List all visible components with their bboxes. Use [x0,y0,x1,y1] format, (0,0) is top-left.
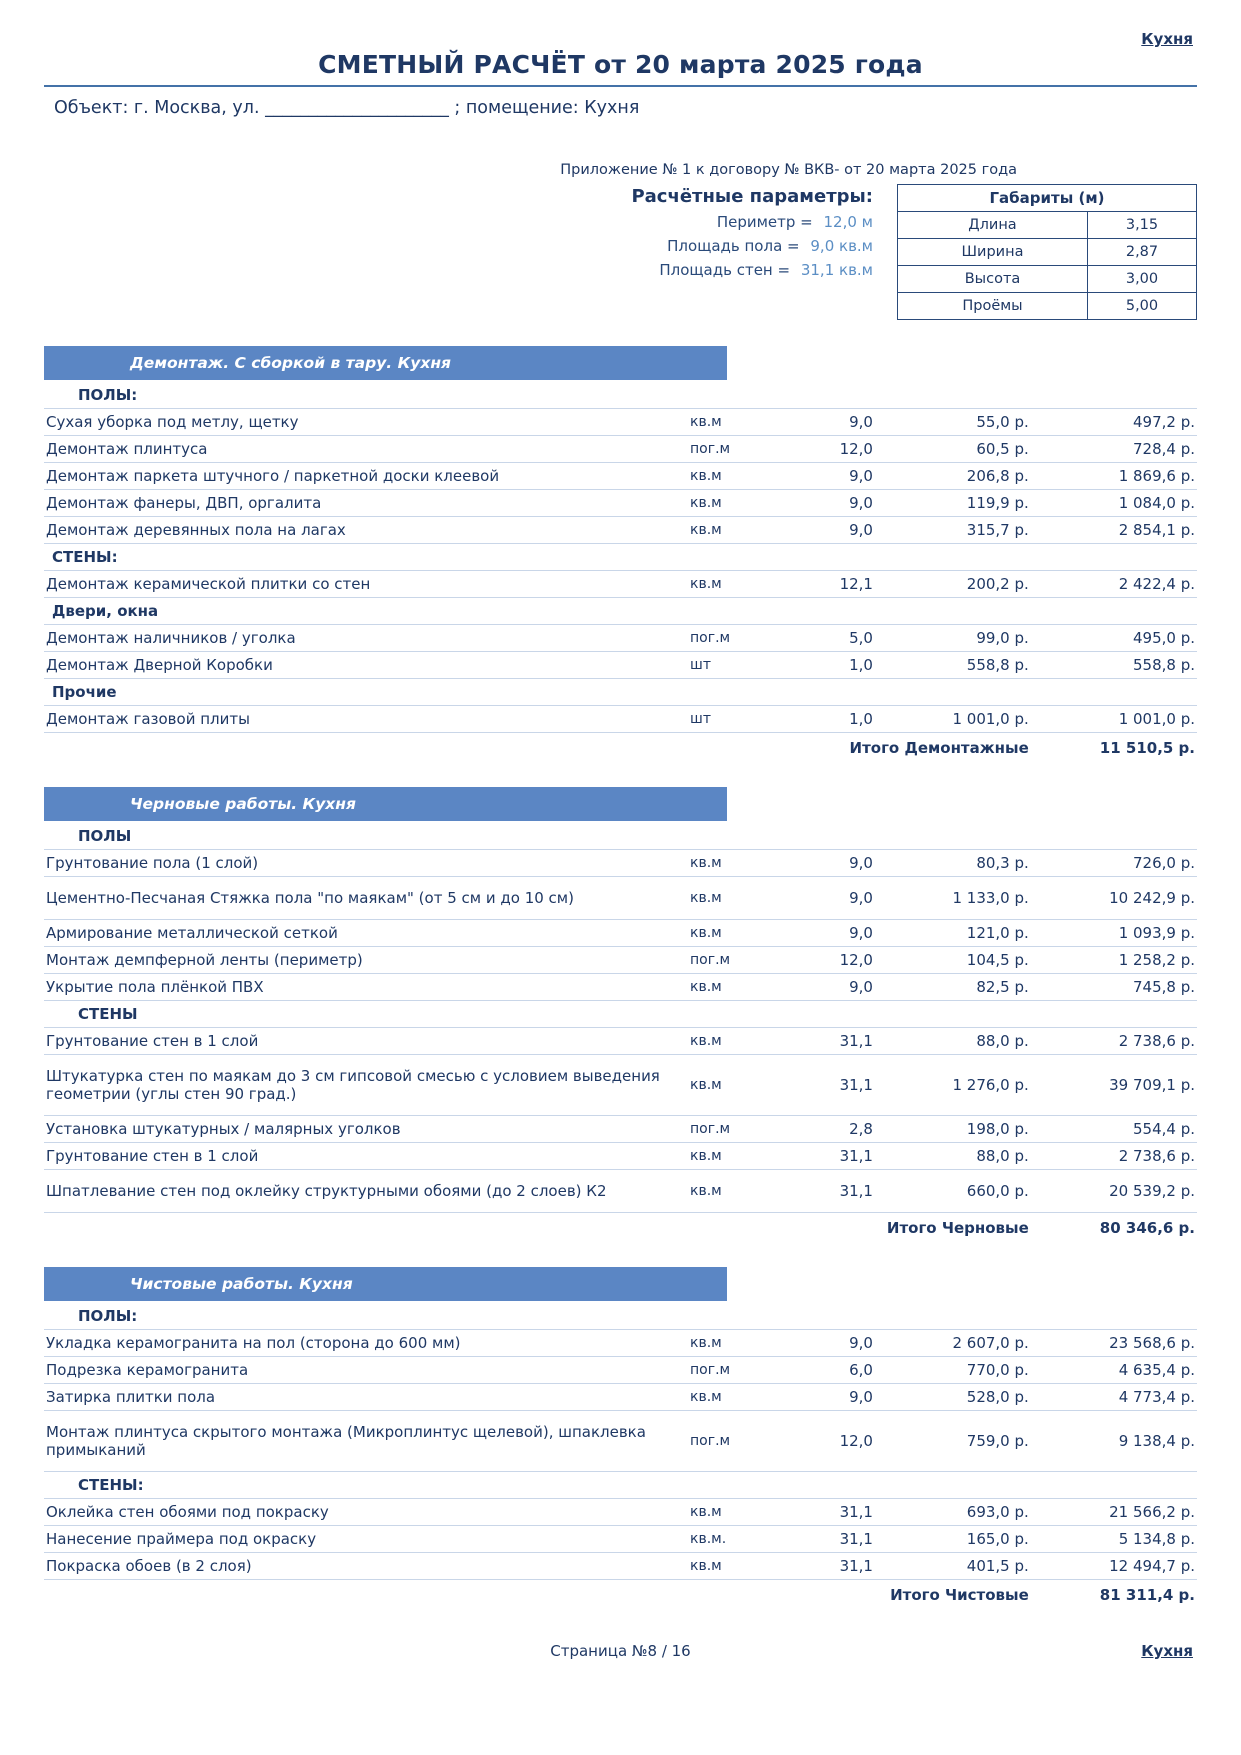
page-title: СМЕТНЫЙ РАСЧЁТ от 20 марта 2025 года [318,50,923,79]
item-quantity: 31,1 [784,1499,875,1526]
item-quantity: 5,0 [784,625,875,652]
item-price: 660,0 р. [875,1170,1031,1213]
table-row [44,652,1197,679]
item-name: Грунтование пола (1 слой) [44,850,688,877]
dimensions-title: Габариты (м) [898,185,1197,212]
parameters-title: Расчётные параметры: [631,186,873,207]
table-row [44,463,1197,490]
item-name: Нанесение праймера под окраску [44,1526,688,1553]
empty-cell [784,382,875,409]
section-total-row [44,1213,1197,1242]
empty-cell [784,544,875,571]
item-name: Укладка керамогранита на пол (сторона до 600 мм) [44,1330,688,1357]
item-price: 80,3 р. [875,850,1031,877]
item-quantity: 9,0 [784,850,875,877]
item-sum: 4 635,4 р. [1031,1357,1197,1384]
item-quantity: 9,0 [784,920,875,947]
item-price: 770,0 р. [875,1357,1031,1384]
empty-cell [1031,1303,1197,1330]
group-row [44,679,1197,706]
item-quantity: 12,0 [784,436,875,463]
item-unit: кв.м [688,877,784,920]
table-row [44,1499,1197,1526]
table-row [44,625,1197,652]
item-price: 2 607,0 р. [875,1330,1031,1357]
empty-cell [688,1001,784,1028]
item-quantity: 9,0 [784,1384,875,1411]
item-price: 88,0 р. [875,1143,1031,1170]
empty-cell [688,1213,784,1242]
item-name: Укрытие пола плёнкой ПВХ [44,974,688,1001]
table-row [898,266,1197,293]
section-total-label: Итого Чистовые [890,1586,1029,1604]
table-row [44,920,1197,947]
item-price: 401,5 р. [875,1553,1031,1580]
item-unit: пог.м [688,1116,784,1143]
table-row [44,947,1197,974]
item-name: Демонтаж Дверной Коробки [44,652,688,679]
table-row [44,1170,1197,1213]
item-unit: шт [688,652,784,679]
table-row [44,1411,1197,1472]
item-sum: 2 738,6 р. [1031,1028,1197,1055]
param-floor-area [631,237,873,255]
item-sum: 558,8 р. [1031,652,1197,679]
item-price: 1 276,0 р. [875,1055,1031,1116]
item-sum: 495,0 р. [1031,625,1197,652]
empty-cell [784,1472,875,1499]
item-name: Оклейка стен обоями под покраску [44,1499,688,1526]
item-sum: 2 422,4 р. [1031,571,1197,598]
section-header: Черновые работы. Кухня [44,787,727,821]
item-sum: 39 709,1 р. [1031,1055,1197,1116]
item-unit: кв.м [688,1143,784,1170]
item-price: 60,5 р. [875,436,1031,463]
item-quantity: 31,1 [784,1170,875,1213]
item-name: Подрезка керамогранита [44,1357,688,1384]
dim-length-value: 3,15 [1088,212,1197,239]
section-header: Демонтаж. С сборкой в тару. Кухня [44,346,727,380]
item-unit: шт [688,706,784,733]
item-name: Покраска обоев (в 2 слоя) [44,1553,688,1580]
empty-cell [875,382,1031,409]
item-quantity: 12,0 [784,947,875,974]
item-sum: 1 258,2 р. [1031,947,1197,974]
page-number: Страница №8 / 16 [550,1642,691,1660]
group-row [44,1303,1197,1330]
table-row [44,706,1197,733]
header-room-tag: Кухня [1141,30,1193,48]
item-sum: 10 242,9 р. [1031,877,1197,920]
table-row [44,1055,1197,1116]
empty-cell [1031,382,1197,409]
empty-cell [784,823,875,850]
item-sum: 1 093,9 р. [1031,920,1197,947]
group-label: Двери, окна [44,598,688,625]
group-label: Прочие [44,679,688,706]
item-name: Демонтаж фанеры, ДВП, оргалита [44,490,688,517]
item-unit: кв.м [688,1170,784,1213]
item-unit: кв.м [688,409,784,436]
dim-length-label: Длина [898,212,1088,239]
section-total-value: 11 510,5 р. [1099,739,1195,757]
table-row [898,293,1197,320]
empty-cell [688,598,784,625]
empty-cell [688,823,784,850]
empty-cell [875,544,1031,571]
item-sum: 2 738,6 р. [1031,1143,1197,1170]
item-unit: пог.м [688,436,784,463]
item-quantity: 31,1 [784,1143,875,1170]
item-price: 200,2 р. [875,571,1031,598]
item-sum: 1 001,0 р. [1031,706,1197,733]
item-price: 55,0 р. [875,409,1031,436]
empty-cell [688,733,784,762]
item-unit: кв.м [688,1499,784,1526]
item-quantity: 9,0 [784,517,875,544]
item-quantity: 2,8 [784,1116,875,1143]
item-quantity: 9,0 [784,877,875,920]
empty-cell [1031,679,1197,706]
param-wall-area-label: Площадь стен = [659,261,791,279]
group-row [44,544,1197,571]
item-price: 198,0 р. [875,1116,1031,1143]
item-name: Демонтаж деревянных пола на лагах [44,517,688,544]
item-price: 119,9 р. [875,490,1031,517]
item-unit: кв.м [688,517,784,544]
item-unit: пог.м [688,1357,784,1384]
empty-cell [688,382,784,409]
section-header: Чистовые работы. Кухня [44,1267,727,1301]
item-sum: 4 773,4 р. [1031,1384,1197,1411]
table-row [44,1384,1197,1411]
parameters-block [44,184,1197,320]
dimensions-header-row [898,185,1197,212]
empty-cell [875,1001,1031,1028]
table-row [44,571,1197,598]
dim-openings-value: 5,00 [1088,293,1197,320]
group-row [44,1472,1197,1499]
item-sum: 497,2 р. [1031,409,1197,436]
table-row [44,436,1197,463]
empty-cell [875,1303,1031,1330]
item-name: Затирка плитки пола [44,1384,688,1411]
item-unit: кв.м [688,490,784,517]
item-unit: кв.м [688,920,784,947]
item-quantity: 31,1 [784,1055,875,1116]
table-row [44,1526,1197,1553]
empty-cell [784,1001,875,1028]
item-quantity: 12,0 [784,1411,875,1472]
object-line: Объект: г. Москва, ул. _____________________ ; помещение: Кухня [54,98,640,118]
item-name: Штукатурка стен по маякам до 3 см гипсовой смесью с условием выведения геометрии (углы стен 90 град.) [44,1055,688,1116]
item-price: 104,5 р. [875,947,1031,974]
empty-cell [875,679,1031,706]
item-sum: 20 539,2 р. [1031,1170,1197,1213]
item-sum: 12 494,7 р. [1031,1553,1197,1580]
item-price: 558,8 р. [875,652,1031,679]
item-quantity: 1,0 [784,652,875,679]
item-name: Демонтаж газовой плиты [44,706,688,733]
item-unit: пог.м [688,625,784,652]
item-price: 165,0 р. [875,1526,1031,1553]
item-quantity: 31,1 [784,1526,875,1553]
empty-cell [688,1580,784,1609]
group-label: СТЕНЫ: [44,544,688,571]
param-floor-area-value: 9,0 кв.м [810,237,873,255]
estimate-table [44,382,1197,761]
empty-cell [44,1213,688,1242]
empty-cell [784,679,875,706]
empty-cell [875,598,1031,625]
empty-cell [688,1303,784,1330]
item-sum: 9 138,4 р. [1031,1411,1197,1472]
item-sum: 554,4 р. [1031,1116,1197,1143]
item-unit: кв.м [688,463,784,490]
group-row [44,598,1197,625]
table-row [898,212,1197,239]
empty-cell [688,544,784,571]
item-unit: кв.м. [688,1526,784,1553]
item-unit: кв.м [688,571,784,598]
title-block [44,50,1197,87]
empty-cell [688,1472,784,1499]
item-sum: 5 134,8 р. [1031,1526,1197,1553]
section-total-label: Итого Черновые [886,1219,1029,1237]
item-quantity: 9,0 [784,409,875,436]
item-quantity: 1,0 [784,706,875,733]
item-quantity: 12,1 [784,571,875,598]
empty-cell [44,733,688,762]
section-total-row [44,733,1197,762]
item-quantity: 9,0 [784,974,875,1001]
table-row [44,409,1197,436]
table-row [44,490,1197,517]
item-sum: 728,4 р. [1031,436,1197,463]
estimate-table [44,1303,1197,1608]
param-perimeter-value: 12,0 м [823,213,873,231]
dim-width-value: 2,87 [1088,239,1197,266]
item-name: Демонтаж плинтуса [44,436,688,463]
item-unit: кв.м [688,1553,784,1580]
item-sum: 2 854,1 р. [1031,517,1197,544]
group-label: ПОЛЫ: [44,382,688,409]
item-quantity: 9,0 [784,490,875,517]
dim-height-value: 3,00 [1088,266,1197,293]
group-label: ПОЛЫ: [44,1303,688,1330]
table-row [44,1028,1197,1055]
empty-cell [784,598,875,625]
empty-cell [1031,598,1197,625]
group-label: СТЕНЫ: [44,1472,688,1499]
section-total-row [44,1580,1197,1609]
title-divider [44,85,1197,87]
item-unit: кв.м [688,850,784,877]
item-name: Монтаж плинтуса скрытого монтажа (Микроплинтус щелевой), шпаклевка примыканий [44,1411,688,1472]
table-row [44,1116,1197,1143]
item-name: Монтаж демпферной ленты (периметр) [44,947,688,974]
item-name: Демонтаж паркета штучного / паркетной доски клеевой [44,463,688,490]
item-unit: кв.м [688,1055,784,1116]
table-row [898,239,1197,266]
param-wall-area [631,261,873,279]
table-row [44,1357,1197,1384]
item-price: 528,0 р. [875,1384,1031,1411]
dim-openings-label: Проёмы [898,293,1088,320]
param-floor-area-label: Площадь пола = [667,237,800,255]
footer-room-tag: Кухня [1141,1642,1193,1660]
table-row [44,1143,1197,1170]
group-row [44,1001,1197,1028]
group-label: ПОЛЫ [44,823,688,850]
param-wall-area-value: 31,1 кв.м [800,261,873,279]
section-total-value: 80 346,6 р. [1099,1219,1195,1237]
item-sum: 21 566,2 р. [1031,1499,1197,1526]
item-price: 693,0 р. [875,1499,1031,1526]
item-quantity: 9,0 [784,463,875,490]
item-name: Грунтование стен в 1 слой [44,1143,688,1170]
item-quantity: 31,1 [784,1553,875,1580]
param-perimeter-label: Периметр = [716,213,813,231]
item-name: Грунтование стен в 1 слой [44,1028,688,1055]
empty-cell [1031,823,1197,850]
table-row [44,850,1197,877]
item-price: 121,0 р. [875,920,1031,947]
dim-height-label: Высота [898,266,1088,293]
empty-cell [875,823,1031,850]
item-name: Демонтаж керамической плитки со стен [44,571,688,598]
page-footer [44,1642,1197,1660]
item-price: 206,8 р. [875,463,1031,490]
group-row [44,382,1197,409]
section-total-value: 81 311,4 р. [1099,1586,1195,1604]
item-name: Армирование металлической сеткой [44,920,688,947]
item-price: 99,0 р. [875,625,1031,652]
item-price: 759,0 р. [875,1411,1031,1472]
item-name: Установка штукатурных / малярных уголков [44,1116,688,1143]
table-row [44,974,1197,1001]
item-unit: кв.м [688,1028,784,1055]
item-name: Цементно-Песчаная Стяжка пола "по маякам" (от 5 см и до 10 см) [44,877,688,920]
empty-cell [1031,1001,1197,1028]
item-sum: 1 869,6 р. [1031,463,1197,490]
table-row [44,1553,1197,1580]
table-row [44,517,1197,544]
item-unit: кв.м [688,1384,784,1411]
item-quantity: 31,1 [784,1028,875,1055]
item-price: 1 001,0 р. [875,706,1031,733]
item-name: Демонтаж наличников / уголка [44,625,688,652]
item-sum: 1 084,0 р. [1031,490,1197,517]
empty-cell [688,679,784,706]
item-unit: пог.м [688,947,784,974]
calculated-parameters [631,184,897,285]
dimensions-table [897,184,1197,320]
item-sum: 745,8 р. [1031,974,1197,1001]
section-total-label: Итого Демонтажные [849,739,1029,757]
param-perimeter [631,213,873,231]
item-name: Шпатлевание стен под оклейку структурными обоями (до 2 слоев) К2 [44,1170,688,1213]
item-quantity: 9,0 [784,1330,875,1357]
item-unit: кв.м [688,1330,784,1357]
item-unit: пог.м [688,1411,784,1472]
empty-cell [1031,544,1197,571]
appendix-line: Приложение № 1 к договору № ВКВ- от 20 марта 2025 года [560,162,1017,178]
item-unit: кв.м [688,974,784,1001]
table-row [44,877,1197,920]
item-sum: 23 568,6 р. [1031,1330,1197,1357]
item-name: Сухая уборка под метлу, щетку [44,409,688,436]
empty-cell [784,1303,875,1330]
empty-cell [875,1472,1031,1499]
sections-container [44,346,1197,1608]
item-price: 315,7 р. [875,517,1031,544]
group-label: СТЕНЫ [44,1001,688,1028]
table-row [44,1330,1197,1357]
item-price: 88,0 р. [875,1028,1031,1055]
empty-cell [1031,1472,1197,1499]
item-sum: 726,0 р. [1031,850,1197,877]
item-quantity: 6,0 [784,1357,875,1384]
estimate-table [44,823,1197,1241]
empty-cell [44,1580,688,1609]
group-row [44,823,1197,850]
item-price: 82,5 р. [875,974,1031,1001]
item-price: 1 133,0 р. [875,877,1031,920]
dim-width-label: Ширина [898,239,1088,266]
